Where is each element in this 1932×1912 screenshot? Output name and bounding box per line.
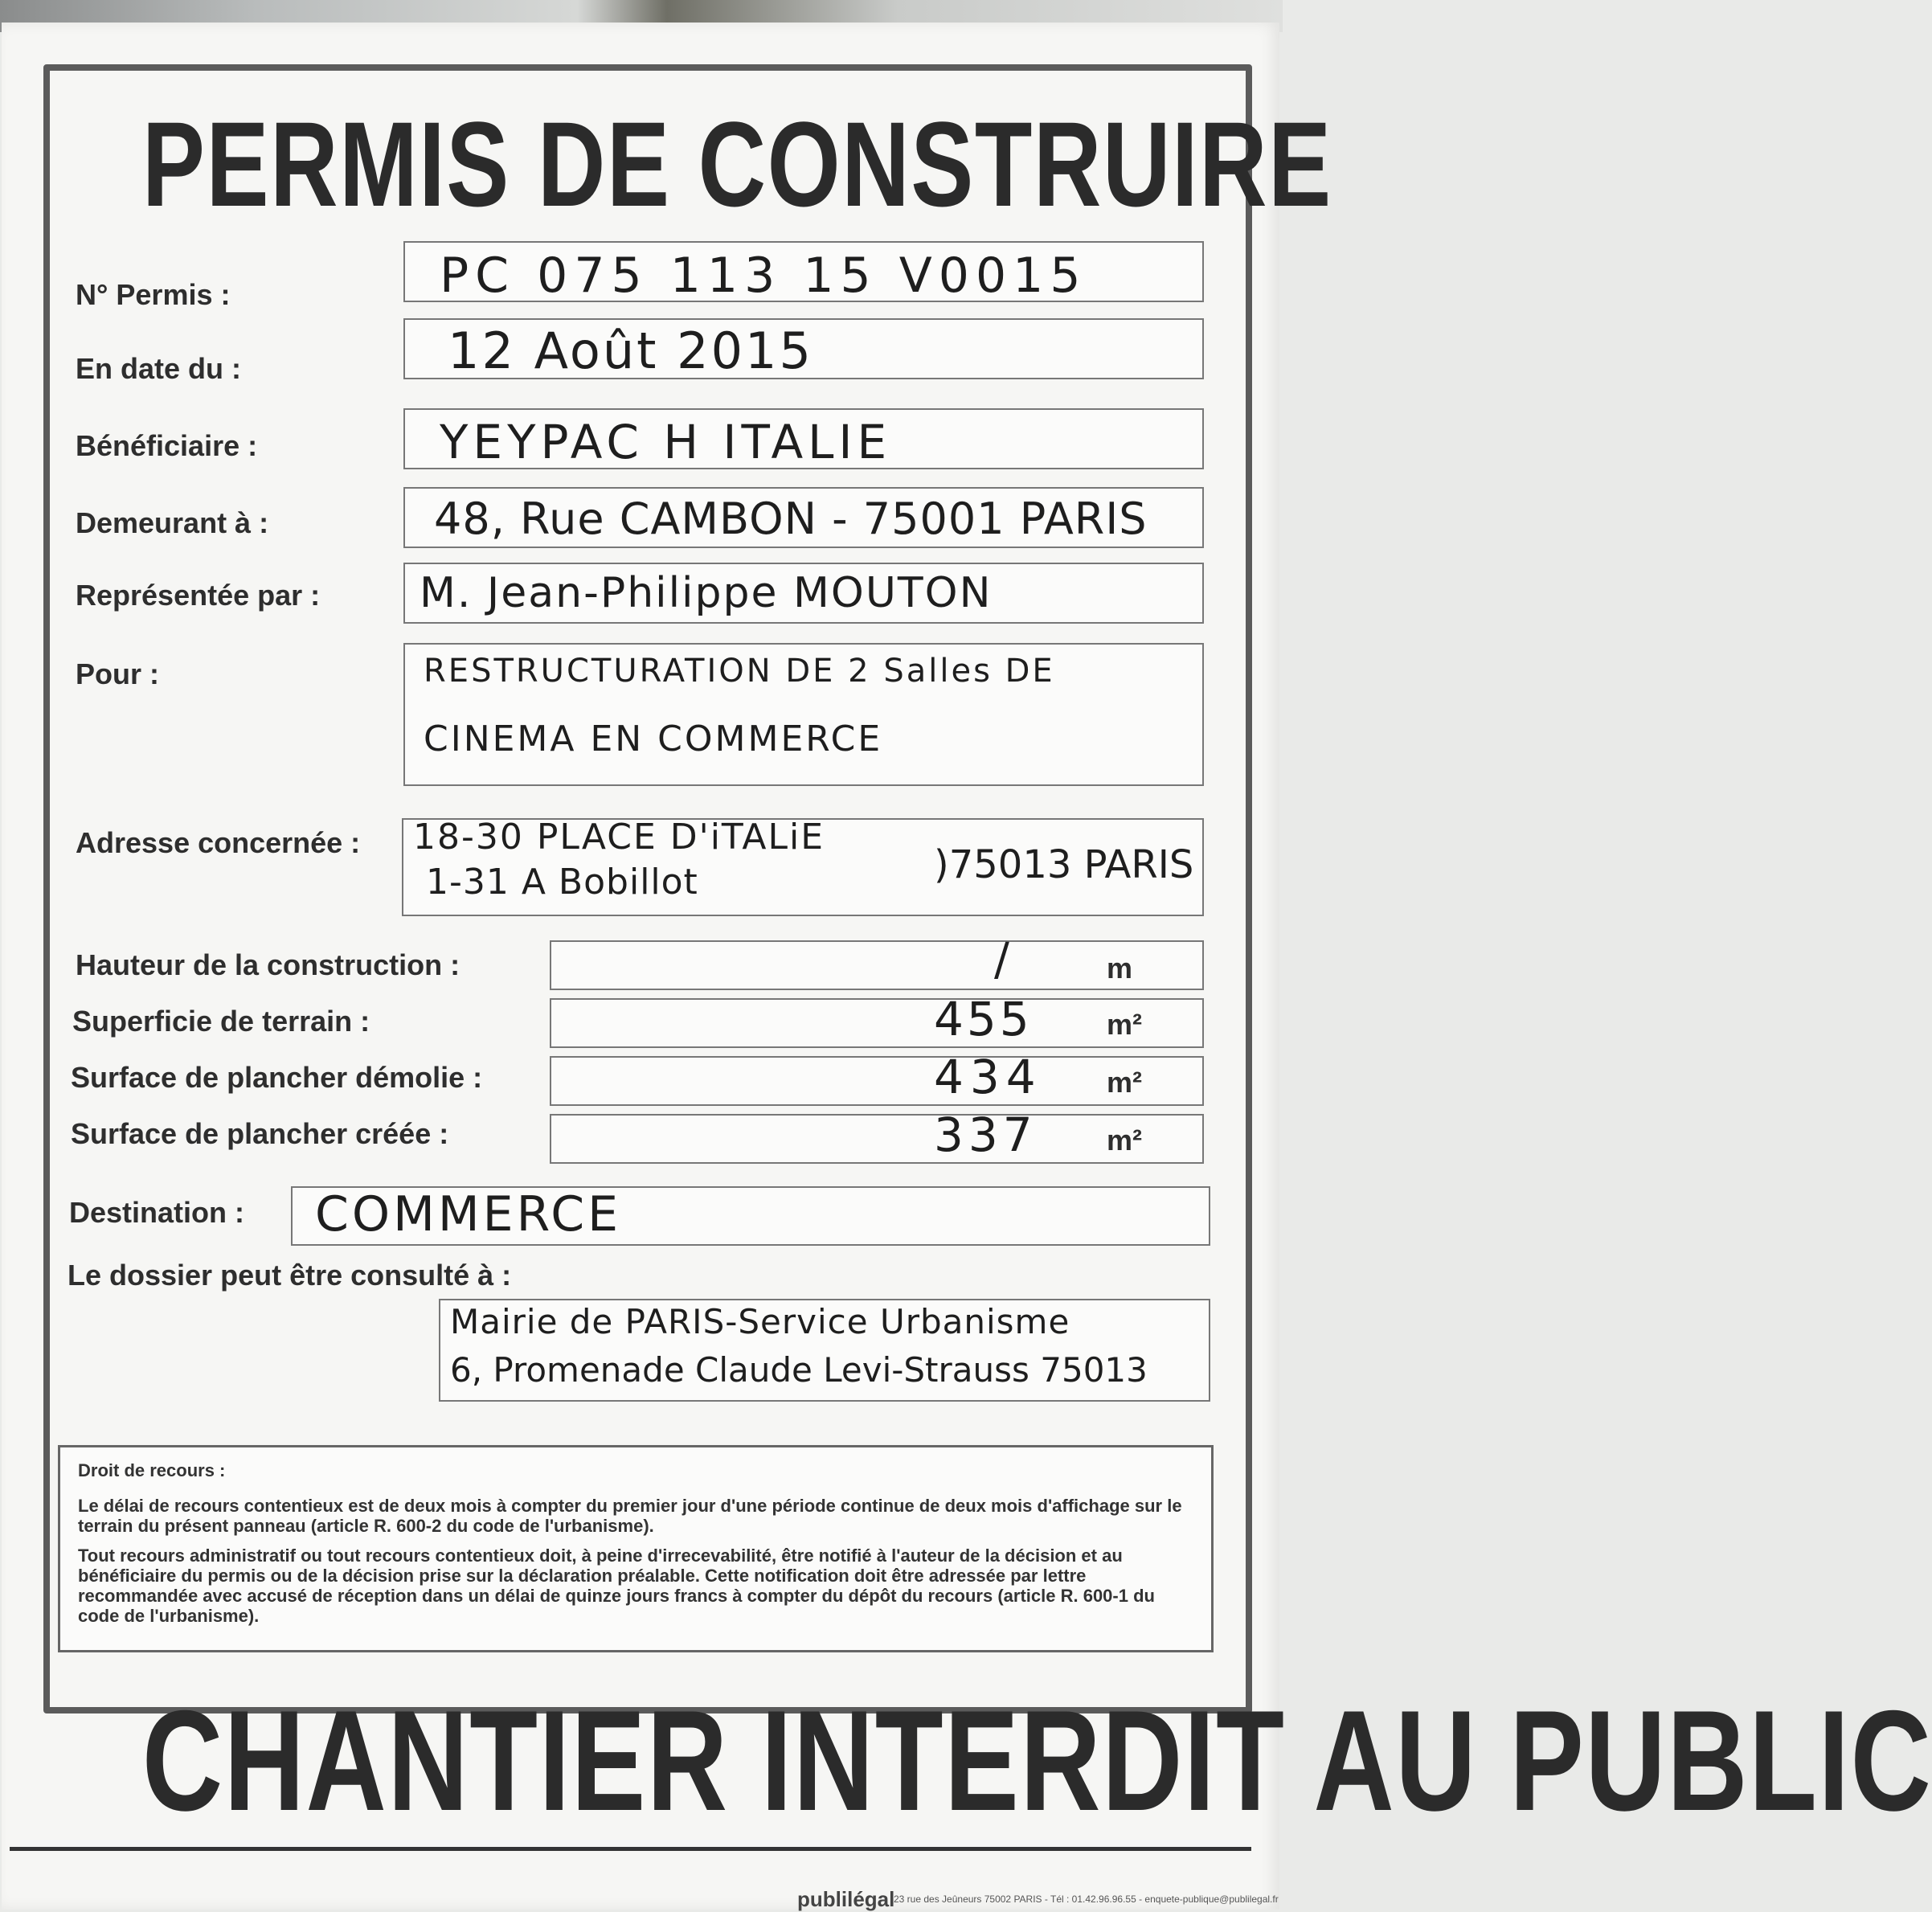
adresse-city: )75013 PARIS — [934, 842, 1194, 887]
hauteur-label: Hauteur de la construction : — [76, 948, 460, 981]
demolie-label: Surface de plancher démolie : — [71, 1061, 483, 1094]
adresse-line2: 1-31 A Bobillot — [426, 862, 698, 903]
dossier-line1: Mairie de PARIS-Service Urbanisme — [450, 1302, 1070, 1341]
creee-label: Surface de plancher créée : — [71, 1117, 449, 1150]
creee-unit: m² — [1107, 1124, 1142, 1157]
creee-value: 337 — [934, 1107, 1038, 1162]
recours-para-1: Le délai de recours contentieux est de deux mois à compter du premier jour d'une période continue de deux mois d'affichage sur le terrain du présent panneau (article R. 600-2 du code de l'urbanisme). — [78, 1496, 1182, 1536]
permis-value: PC 075 113 15 V0015 — [440, 248, 1087, 304]
superficie-label: Superficie de terrain : — [72, 1005, 370, 1038]
chantier-interdit-title: CHANTIER INTERDIT AU PUBLIC — [141, 1681, 1932, 1840]
date-label: En date du : — [76, 352, 241, 385]
date-value: 12 Août 2015 — [448, 321, 813, 380]
bottom-rule — [10, 1847, 1251, 1851]
sign-title: PERMIS DE CONSTRUIRE — [141, 96, 1332, 231]
dossier-label: Le dossier peut être consulté à : — [68, 1259, 512, 1292]
publilegal-logo: publilégal — [797, 1887, 895, 1911]
superficie-value: 455 — [934, 992, 1033, 1046]
superficie-box — [550, 998, 1204, 1048]
recours-para-2: Tout recours administratif ou tout recours contentieux doit, à peine d'irrecevabilité, être notifié à l'auteur de la décision et au bénéficiaire du permis ou de la décision prise sur la déclaration préalable. Cette notification doit être adressée par lettre recommandée avec accusé de réception dans un délai de quinze jours francs à compter du dépôt du recours (article R. 600-1 du code de l'urbanisme). — [78, 1546, 1155, 1626]
footer-address: 23 rue des Jeûneurs 75002 PARIS - Tél : 01.42.96.96.55 - enquete-publique@publilegal.fr — [894, 1894, 1279, 1905]
demeurant-value: 48, Rue CAMBON - 75001 PARIS — [434, 493, 1148, 544]
pour-label: Pour : — [76, 657, 159, 690]
demolie-value: 434 — [934, 1050, 1042, 1104]
hauteur-unit: m — [1107, 952, 1133, 985]
hauteur-value: / — [994, 934, 1012, 986]
recours-notice — [58, 1445, 1214, 1652]
adresse-label: Adresse concernée : — [76, 826, 361, 859]
permis-label: N° Permis : — [76, 278, 231, 311]
beneficiaire-value: YEYPAC H ITALIE — [440, 415, 892, 469]
permit-sign-panel — [2, 23, 1932, 1911]
pour-line2: CINEMA EN COMMERCE — [424, 719, 883, 759]
demeurant-label: Demeurant à : — [76, 506, 269, 539]
adresse-line1: 18-30 PLACE D'iTALiE — [413, 817, 825, 858]
pour-line1: RESTRUCTURATION DE 2 Salles DE — [424, 653, 1055, 690]
dossier-line2: 6, Promenade Claude Levi-Strauss 75013 — [450, 1350, 1148, 1390]
creee-box — [550, 1114, 1204, 1164]
destination-value: COMMERCE — [315, 1186, 622, 1243]
demolie-unit: m² — [1107, 1066, 1142, 1099]
representee-value: M. Jean-Philippe MOUTON — [420, 569, 993, 617]
superficie-unit: m² — [1107, 1008, 1142, 1041]
destination-label: Destination : — [69, 1196, 245, 1229]
beneficiaire-label: Bénéficiaire : — [76, 429, 258, 462]
demolie-box — [550, 1056, 1204, 1106]
representee-label: Représentée par : — [76, 579, 321, 612]
hauteur-box — [550, 940, 1204, 990]
recours-title: Droit de recours : — [78, 1460, 226, 1480]
